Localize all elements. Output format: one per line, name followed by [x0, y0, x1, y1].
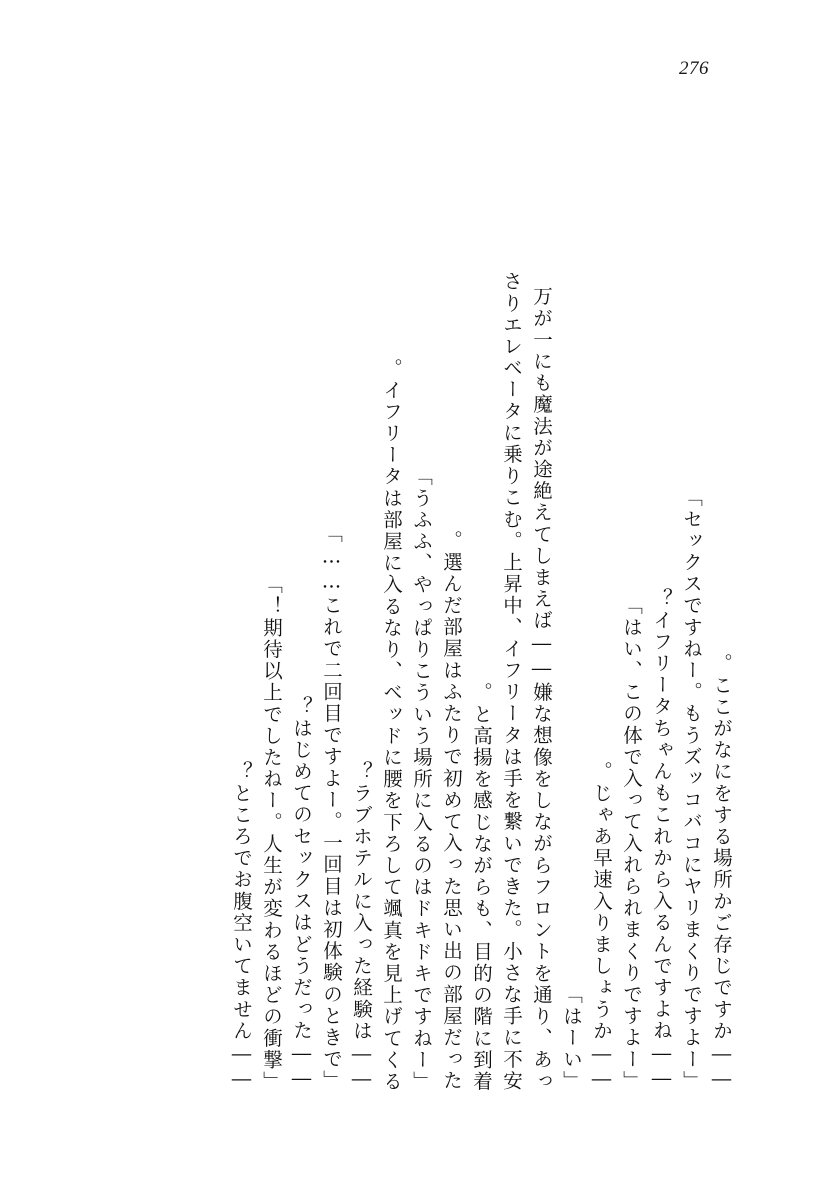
text-line: イフリータは部屋に入るなり、ベッドに腰を下ろして颯真を見上げてくる。	[380, 357, 403, 1092]
text-line: ――ところでお腹空いてません？	[230, 760, 253, 1092]
text-line: 「これで二回目ですよー。一回目は初体験のときで……」	[320, 523, 343, 1092]
text-line: ――ラブホテルに入った経験は？	[350, 760, 373, 1092]
text-line: 「セックスですねー。もうズッコバコにヤリまくりですよー」	[680, 487, 703, 1092]
text-line: 「はーい」	[560, 983, 583, 1092]
text-line: ――ここがなにをする場所かご存じですか。	[710, 652, 733, 1092]
text-line: ――イフリータちゃんもこれから入るんですよね？	[650, 588, 673, 1092]
text-line: 「期待以上でしたねー。人生が変わるほどの衝撃！」	[260, 573, 283, 1092]
text-line: 「はい、この体で入って入れられまくりですよー」	[620, 595, 643, 1092]
text-line: ――じゃあ早速入りましょうか。	[590, 760, 613, 1092]
text-line: 「うふふ、やっぱりこういう場所に入るのはドキドキですねー」	[410, 465, 433, 1092]
text-line: さりエレベータに乗りこむ。上昇中、イフリータは手を繋いできた。小さな手に不安	[500, 271, 523, 1092]
text-line: と高揚を感じながらも、目的の階に到着。	[470, 681, 493, 1092]
text-line: ――はじめてのセックスはどうだった？	[290, 696, 313, 1092]
page-number: 276	[679, 58, 709, 79]
text-line: 万が一にも魔法が途絶えてしまえば――嫌な想像をしながらフロントを通り、あっ	[530, 285, 553, 1092]
body-text-block	[96, 132, 731, 1092]
text-line: 選んだ部屋はふたりで初めて入った思い出の部屋だった。	[440, 530, 463, 1092]
